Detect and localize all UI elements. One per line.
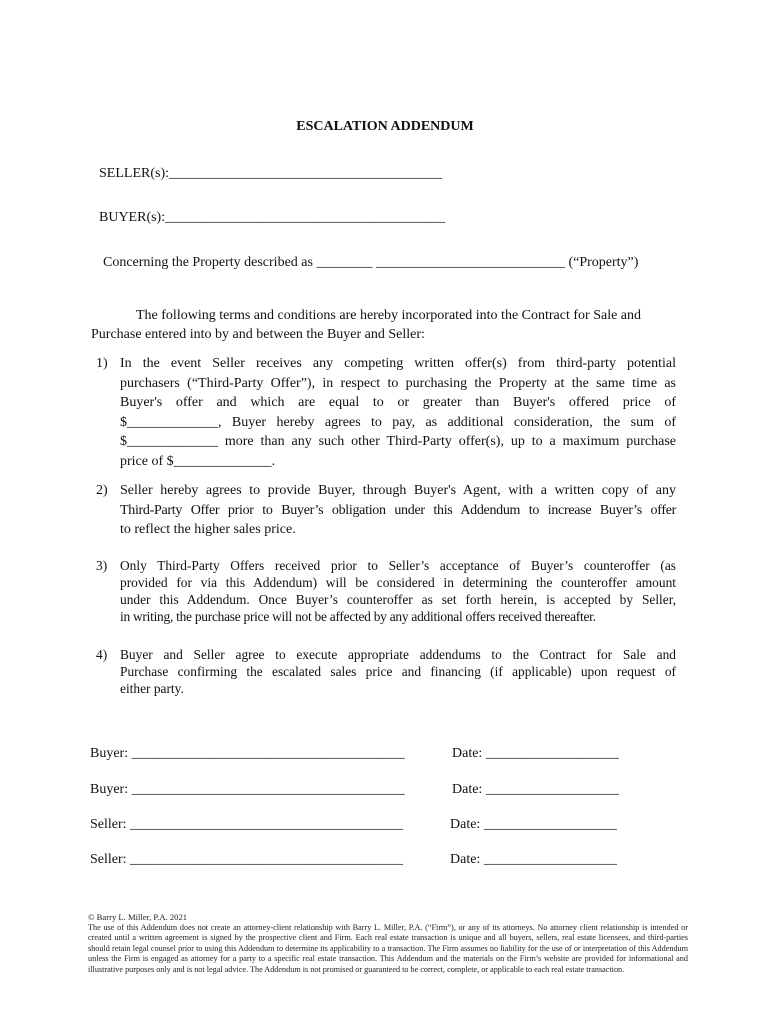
item-line: either party. — [120, 681, 184, 696]
item-line: $_____________ more than any such other Third-Party offer(s), up to a maximum purchase — [120, 434, 676, 449]
item-line: Buyer's offer and which are equal to or greater than Buyer's offered price of — [120, 395, 676, 410]
item-line: provided for via this Addendum) will be considered in determining the counteroffer amount — [120, 575, 676, 590]
intro-paragraph: The following terms and conditions are hereby incorporated into the Contract for Sale and Purchase entered into by and between the Buyer and Seller: — [91, 308, 642, 342]
property-field: Concerning the Property described as ________ ___________________________ (“Property”) — [103, 255, 639, 270]
item-line: Only Third-Party Offers received prior to Seller’s acceptance of Buyer’s counteroffer (as — [120, 558, 676, 573]
item-line: purchasers (“Third-Party Offer”), in respect to purchasing the Property at the same time as — [120, 375, 676, 391]
document-title: ESCALATION ADDENDUM — [296, 119, 474, 134]
item-line: under this Addendum. Once Buyer’s counteroffer as set forth herein, is accepted by Seller, — [120, 592, 676, 607]
signature-line-seller-1: Seller: _______________________________________ — [90, 817, 404, 832]
list-item — [96, 481, 676, 540]
item-number: 3) — [96, 558, 108, 573]
item-text — [120, 354, 676, 471]
item-line: Seller hereby agrees to provide Buyer, through Buyer's Agent, with a written copy of any — [120, 483, 676, 498]
date-line-buyer-1: Date: ___________________ — [452, 746, 619, 761]
item-text — [120, 557, 676, 625]
signature-line-buyer-1: Buyer: _______________________________________ — [90, 746, 405, 761]
date-line-buyer-2: Date: ___________________ — [452, 782, 619, 797]
list-item — [96, 557, 676, 625]
item-line: price of $______________. — [120, 453, 276, 469]
copyright-notice: © Barry L. Miller, P.A. 2021 — [88, 912, 188, 922]
item-text — [120, 481, 676, 540]
legal-disclaimer: The use of this Addendum does not create an attorney-client relationship with Barry L. Miller, P.A. (“Firm”), or any of its attorneys. No attorney client relationship is intended or created until a written agreement is signed by the prospective client and Firm. Each real estate transaction is unique and all buyers, sellers, real estate licensees, and third-parties should retain legal counsel prior to using this Addendum to determine its applicability to a transaction. The Firm assumes no liability for the use of or interpretation of this Addendum unless the Firm is engaged as attorney for a party to a specific real estate transaction. This Addendum and the materials on the Firm’s website are provided for informational and illustrative purposes only and is not legal advice. The Addendum is not promised or guaranteed to be correct, complete, or applicable to each real estate transaction. — [88, 922, 688, 974]
seller-field: SELLER(s):_______________________________________ — [99, 166, 442, 181]
date-line-seller-1: Date: ___________________ — [450, 817, 617, 832]
item-line: in writing, the purchase price will not be affected by any additional offers received thereafter. — [120, 609, 596, 624]
item-line: to reflect the higher sales price. — [120, 522, 296, 537]
list-item — [96, 354, 676, 471]
item-line: In the event Seller receives any competing written offer(s) from third-party potential — [120, 356, 676, 371]
item-text — [120, 646, 676, 697]
item-number: 1) — [96, 356, 108, 371]
item-line: $_____________, Buyer hereby agrees to pay, as additional consideration, the sum of — [120, 414, 676, 430]
item-line: Purchase confirming the escalated sales price and financing (if applicable) upon request of — [120, 664, 676, 679]
footer — [88, 912, 688, 976]
item-number: 2) — [96, 483, 108, 498]
list-item — [96, 646, 676, 697]
item-line: Buyer and Seller agree to execute appropriate addendums to the Contract for Sale and — [120, 647, 676, 662]
date-line-seller-2: Date: ___________________ — [450, 852, 617, 867]
item-number: 4) — [96, 647, 108, 662]
signature-line-seller-2: Seller: _______________________________________ — [90, 852, 404, 867]
signature-line-buyer-2: Buyer: _______________________________________ — [90, 782, 405, 797]
buyer-field: BUYER(s):________________________________________ — [99, 210, 446, 225]
item-line: Third-Party Offer prior to Buyer’s obligation under this Addendum to increase Buyer’s offer — [120, 502, 676, 518]
